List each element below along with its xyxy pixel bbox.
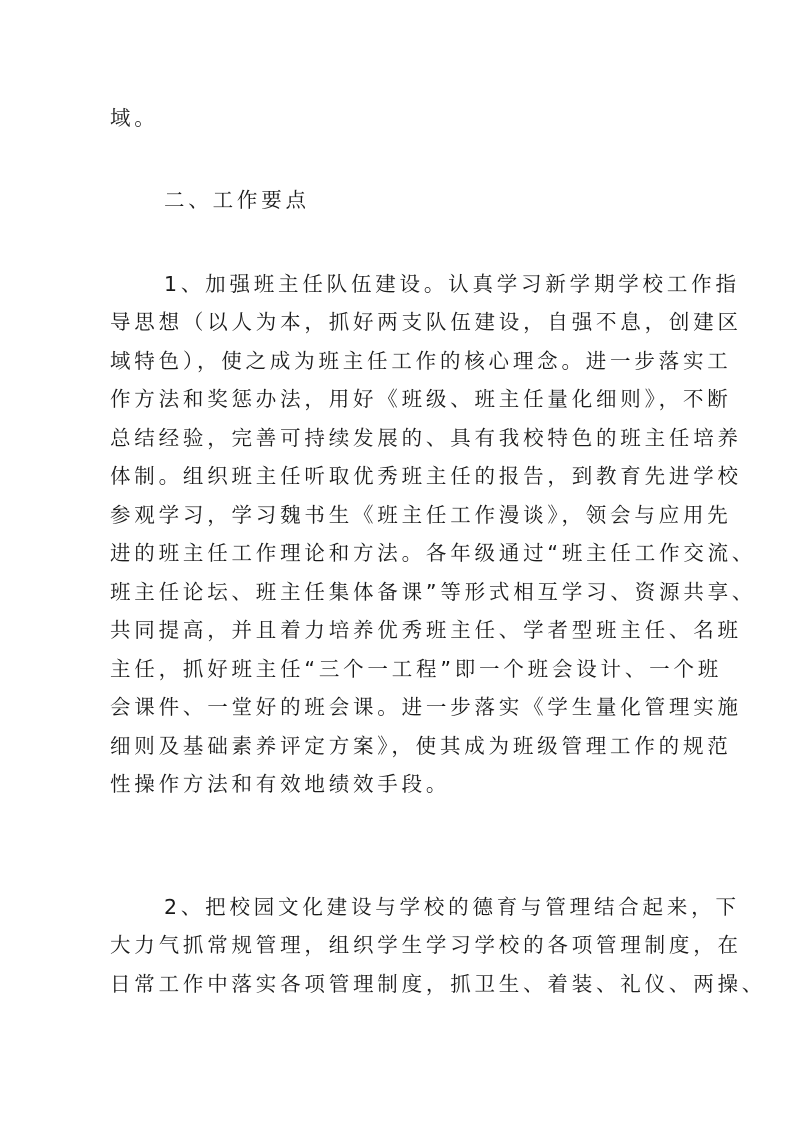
paragraph-line: 总结经验，完善可持续发展的、具有我校特色的班主任培养 — [110, 426, 742, 450]
paragraph-line: 2、把校园文化建设与学校的德育与管理结合起来，下 — [164, 895, 740, 919]
paragraph-line: 体制。组织班主任听取优秀班主任的报告，到教育先进学校 — [110, 464, 742, 488]
paragraph-line: 共同提高，并且着力培养优秀班主任、学者型班主任、名班 — [110, 618, 742, 642]
paragraph-line: 作方法和奖惩办法，用好《班级、班主任量化细则》，不断 — [110, 387, 732, 411]
paragraph-line: 1、加强班主任队伍建设。认真学习新学期学校工作指 — [164, 272, 740, 296]
paragraph-line: 会课件、一堂好的班会课。进一步落实《学生量化管理实施 — [110, 695, 742, 719]
section-heading: 二、工作要点 — [164, 188, 310, 212]
paragraph-line: 细则及基础素养评定方案》，使其成为班级管理工作的规范 — [110, 734, 732, 758]
paragraph-line: 主任，抓好班主任“三个一工程”即一个班会设计、一个班 — [110, 657, 723, 681]
paragraph-line: 域。 — [110, 106, 159, 130]
paragraph-line: 参观学习，学习魏书生《班主任工作漫谈》，领会与应用先 — [110, 503, 732, 527]
paragraph-line: 大力气抓常规管理，组织学生学习学校的各项管理制度，在 — [110, 933, 742, 957]
paragraph-line: 进的班主任工作理论和方法。各年级通过“班主任工作交流、 — [110, 541, 757, 565]
paragraph-line: 性操作方法和有效地绩效手段。 — [110, 772, 451, 796]
paragraph-line: 域特色），使之成为班主任工作的核心理念。进一步落实工 — [110, 349, 732, 373]
paragraph-line: 日常工作中落实各项管理制度，抓卫生、着装、礼仪、两操、 — [110, 972, 767, 996]
paragraph-line: 班主任论坛、班主任集体备课”等形式相互学习、资源共享、 — [110, 580, 757, 604]
paragraph-line: 导思想（以人为本，抓好两支队伍建设，自强不息，创建区 — [110, 310, 742, 334]
